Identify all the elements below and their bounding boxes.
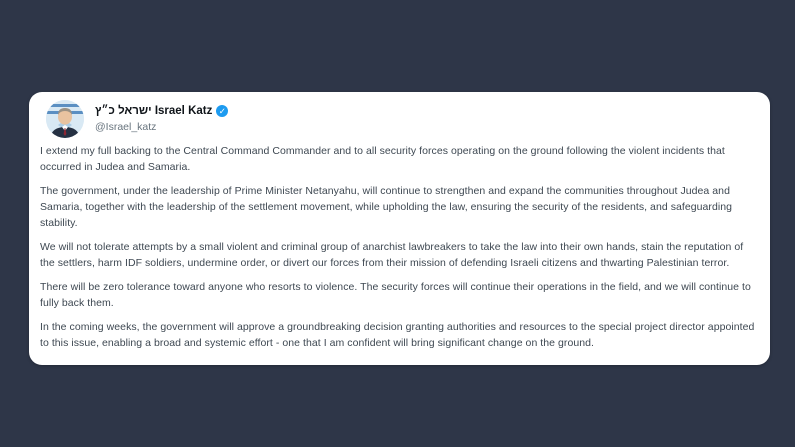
verified-badge-icon[interactable]: ✓: [216, 105, 228, 117]
author-display-name[interactable]: ישראל כ״ץ Israel Katz: [95, 105, 213, 117]
tweet-text-paragraph: I extend my full backing to the Central Command Commander and to all security forces operating on the ground following the violent incidents that occurred in Judea and Samaria.: [40, 145, 725, 173]
tweet-card: [29, 92, 770, 365]
author-handle[interactable]: @Israel_katz: [95, 121, 157, 133]
avatar-photo-icon: [46, 100, 84, 138]
author-name-row: [95, 104, 228, 118]
tweet-text-paragraph: In the coming weeks, the government will approve a groundbreaking decision granting authorities and resources to the special project director appointed to this issue, enabling a broad and systemic effort - one that I am confident will bring significant change on the ground.: [40, 321, 755, 349]
tweet-header: [46, 100, 228, 138]
author-avatar[interactable]: [46, 100, 84, 138]
tweet-text-paragraph: We will not tolerate attempts by a small violent and criminal group of anarchist lawbreakers to take the law into their own hands, stain the reputation of the settlers, harm IDF soldiers, undermine order, or divert our forces from their mission of defending Israeli citizens and thwarting Palestinian terror.: [40, 241, 744, 269]
author-block: [95, 100, 228, 135]
tweet-text: [40, 143, 760, 351]
tweet-text-paragraph: The government, under the leadership of Prime Minister Netanyahu, will continue to strengthen and expand the communities throughout Judea and Samaria, together with the leadership of the settlement movement, while upholding the law, ensuring the security of the residents, and safeguarding stability.: [40, 185, 733, 229]
tweet-text-paragraph: There will be zero tolerance toward anyone who resorts to violence. The security forces will continue their operations in the field, and we will continue to fully back them.: [40, 281, 751, 309]
